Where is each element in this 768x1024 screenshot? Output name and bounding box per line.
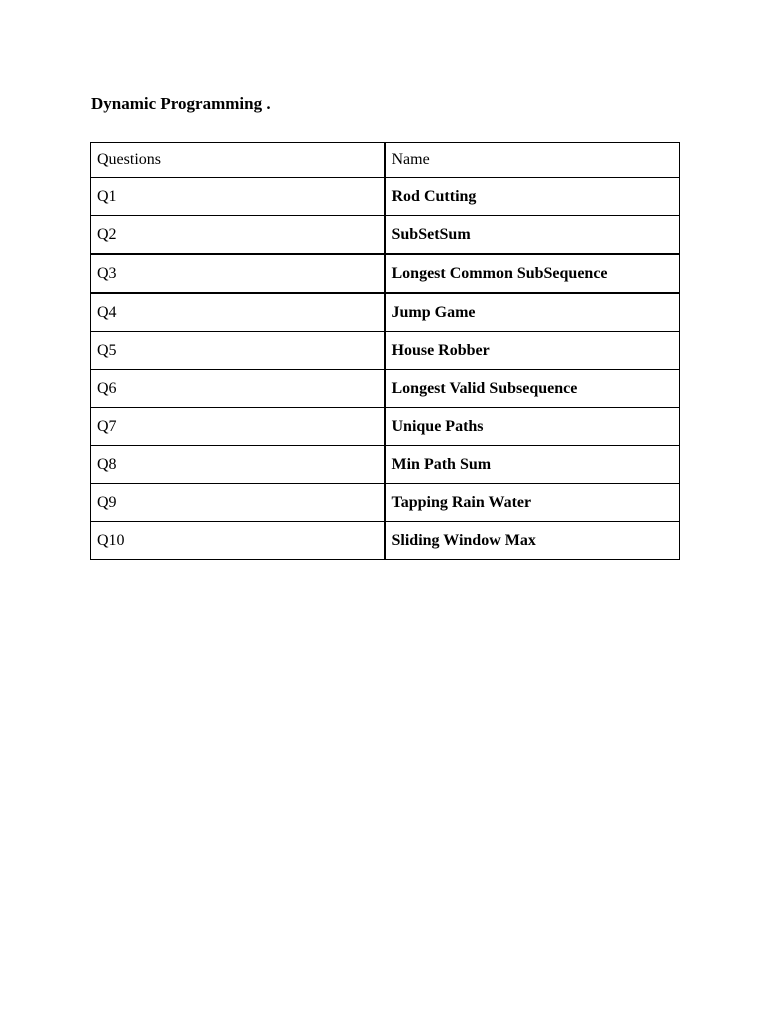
table-row xyxy=(91,332,680,370)
question-cell: Q10 xyxy=(91,522,385,560)
question-cell: Q6 xyxy=(91,370,385,408)
name-cell: Longest Valid Subsequence xyxy=(385,370,680,408)
document-title: Dynamic Programming . xyxy=(91,94,271,113)
questions-table xyxy=(90,142,680,560)
table-row xyxy=(91,254,680,293)
table-header-row xyxy=(91,143,680,178)
name-cell: Jump Game xyxy=(385,293,680,332)
table-row xyxy=(91,178,680,216)
table-row xyxy=(91,446,680,484)
question-cell: Q4 xyxy=(91,293,385,332)
table-row xyxy=(91,216,680,255)
name-cell: Tapping Rain Water xyxy=(385,484,680,522)
table-row xyxy=(91,484,680,522)
question-cell: Q5 xyxy=(91,332,385,370)
table-row xyxy=(91,522,680,560)
question-cell: Q1 xyxy=(91,178,385,216)
name-cell: Min Path Sum xyxy=(385,446,680,484)
question-cell: Q9 xyxy=(91,484,385,522)
question-cell: Q3 xyxy=(91,254,385,293)
name-cell: Unique Paths xyxy=(385,408,680,446)
question-cell: Q7 xyxy=(91,408,385,446)
name-cell: Longest Common SubSequence xyxy=(385,254,680,293)
table-row xyxy=(91,408,680,446)
name-cell: Sliding Window Max xyxy=(385,522,680,560)
header-name: Name xyxy=(385,143,680,178)
name-cell: House Robber xyxy=(385,332,680,370)
question-cell: Q8 xyxy=(91,446,385,484)
name-cell: Rod Cutting xyxy=(385,178,680,216)
table-row xyxy=(91,293,680,332)
question-cell: Q2 xyxy=(91,216,385,255)
name-cell: SubSetSum xyxy=(385,216,680,255)
header-questions: Questions xyxy=(91,143,385,178)
table-row xyxy=(91,370,680,408)
